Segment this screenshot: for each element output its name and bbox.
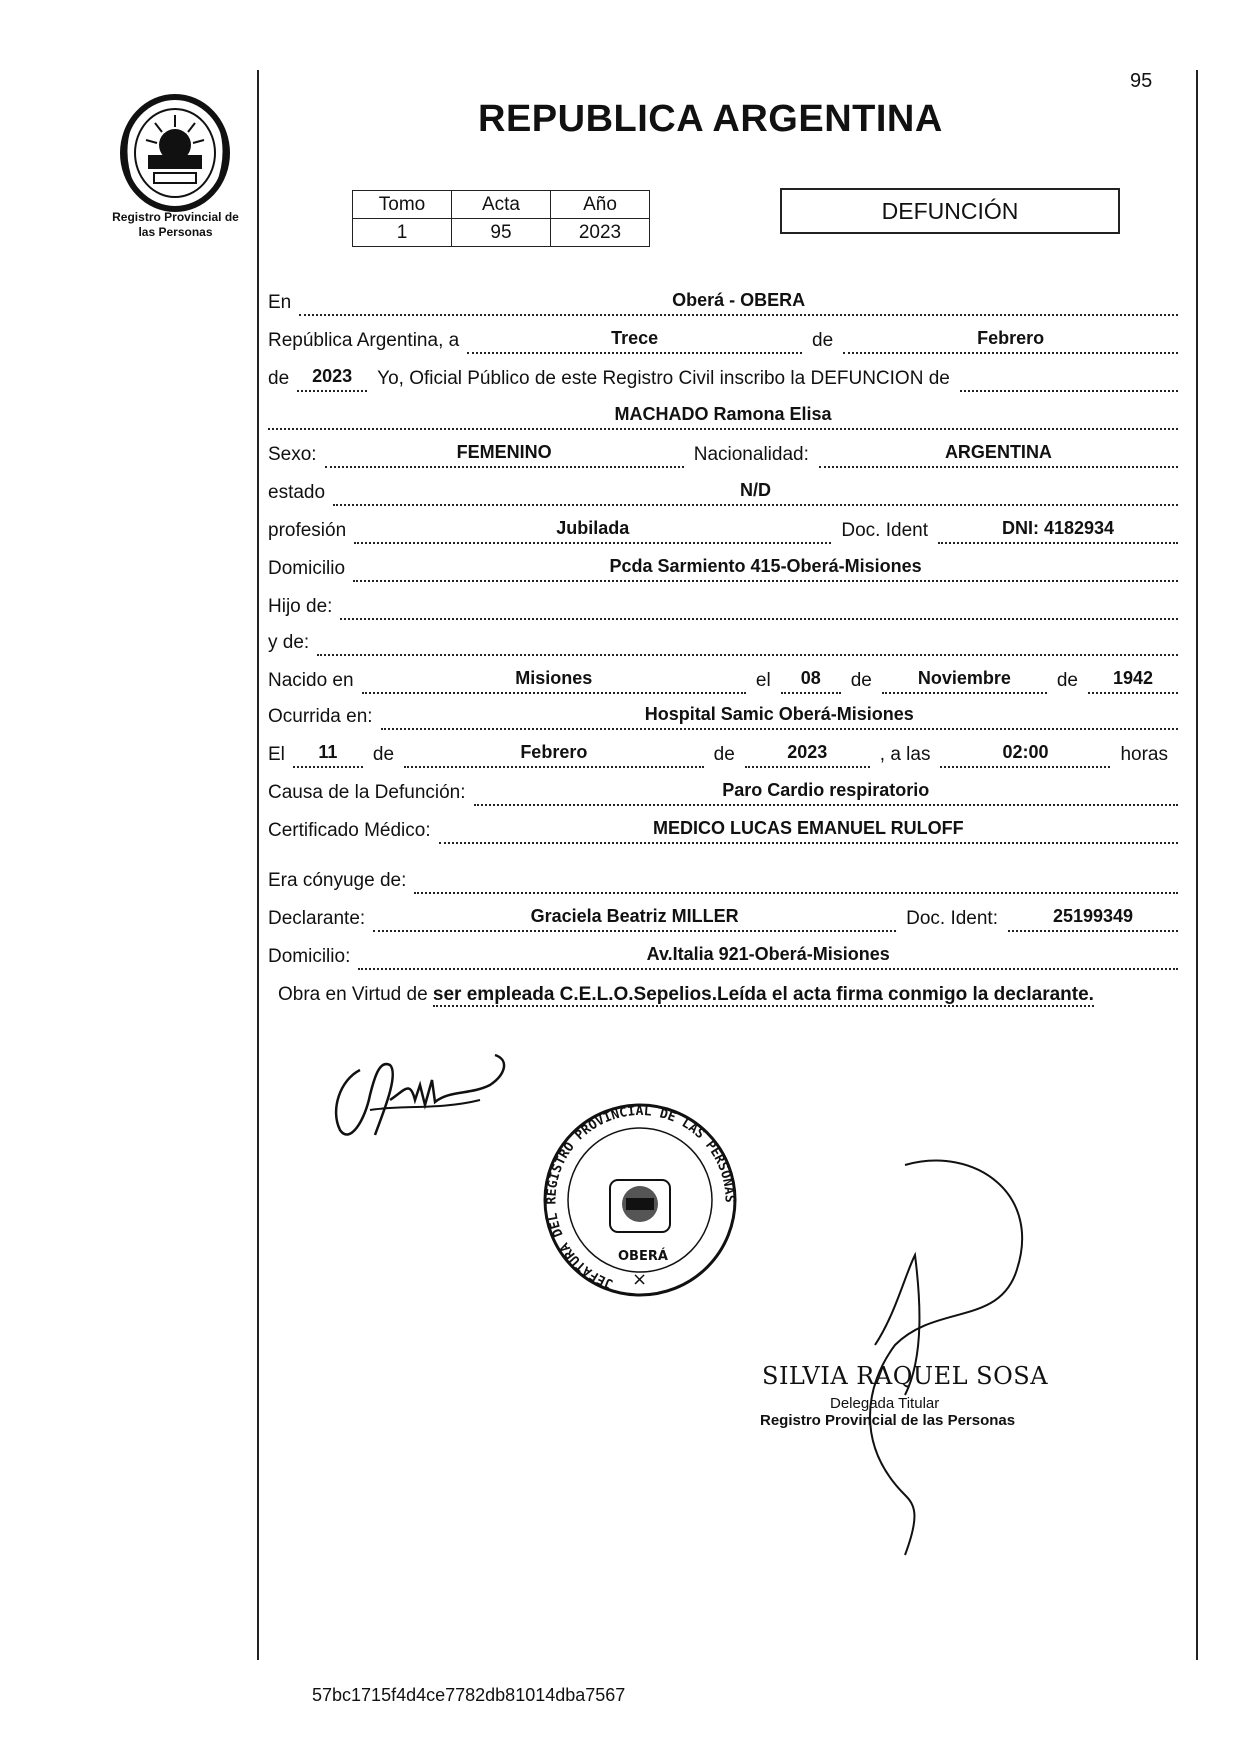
estado-value: N/D <box>333 480 1178 506</box>
month: Febrero <box>843 328 1178 354</box>
official-role: Delegada Titular <box>830 1395 940 1412</box>
row-death-date <box>268 734 1178 768</box>
acta-header: Acta <box>452 191 551 219</box>
conyuge-label: Era cónyuge de: <box>268 870 407 891</box>
doc-ident-label: Doc. Ident <box>841 520 928 541</box>
svg-text:×: × <box>632 1269 648 1290</box>
de-label: de <box>812 330 834 351</box>
causa-value: Paro Cardio respiratorio <box>474 780 1178 806</box>
doc-ident-value: DNI: 4182934 <box>938 518 1178 544</box>
registry-stamp <box>540 1100 740 1315</box>
provincial-seal-logo <box>110 85 240 215</box>
logo-caption: Registro Provincial de las Personas <box>112 210 239 239</box>
de3-label: de <box>1056 670 1078 691</box>
document-title: REPUBLICA ARGENTINA <box>478 98 943 140</box>
row-conyuge <box>268 860 1178 894</box>
de5-label: de <box>713 744 735 765</box>
death-time: 02:00 <box>940 742 1110 768</box>
anio-header: Año <box>551 191 650 219</box>
birth-month: Noviembre <box>882 668 1047 694</box>
row-causa <box>268 772 1178 806</box>
row-declarante <box>268 898 1178 932</box>
tomo-value: 1 <box>353 219 452 247</box>
acta-value: 95 <box>452 219 551 247</box>
row-inscribo <box>268 358 1178 392</box>
year-prefix: de <box>268 368 290 389</box>
profesion-label: profesión <box>268 520 347 541</box>
hijo-label: Hijo de: <box>268 596 333 617</box>
certificado-value: MEDICO LUCAS EMANUEL RULOFF <box>439 818 1178 844</box>
document-hash: 57bc1715f4d4ce7782db81014dba7567 <box>312 1685 626 1705</box>
declarant-signature <box>320 1040 520 1155</box>
death-month: Febrero <box>404 742 704 768</box>
nacido-label: Nacido en <box>268 670 354 691</box>
alas-label: , a las <box>879 744 931 765</box>
row-yde <box>268 622 1178 656</box>
nacionalidad-value: ARGENTINA <box>819 442 1178 468</box>
decl-dom-label: Domicilio: <box>268 946 351 967</box>
sexo-label: Sexo: <box>268 444 317 465</box>
year: 2023 <box>297 366 367 392</box>
estado-label: estado <box>268 482 326 503</box>
obra-text: ser empleada C.E.L.O.Sepelios.Leída el acta firma conmigo la declarante. <box>432 984 1094 1005</box>
de4-label: de <box>372 744 395 765</box>
row-decl-domicilio <box>268 936 1178 970</box>
decl-dom-value: Av.Italia 921-Oberá-Misiones <box>358 944 1178 970</box>
birth-year: 1942 <box>1088 668 1178 694</box>
obra-prefix: Obra en Virtud de <box>278 984 428 1005</box>
tomo-header: Tomo <box>353 191 452 219</box>
day-words: Trece <box>467 328 802 354</box>
row-ocurrida <box>268 696 1178 730</box>
official-registry: Registro Provincial de las Personas <box>760 1412 1016 1429</box>
en-value: Oberá - OBERA <box>299 290 1178 316</box>
decl-doc-value: 25199349 <box>1008 906 1178 932</box>
row-nacido <box>268 660 1178 694</box>
row-profesion <box>268 510 1178 544</box>
horas-label: horas <box>1120 744 1168 765</box>
row-domicilio <box>268 548 1178 582</box>
row-en <box>268 282 1178 316</box>
nacido-place: Misiones <box>362 668 746 694</box>
nacionalidad-label: Nacionalidad: <box>693 444 809 465</box>
row-estado <box>268 472 1178 506</box>
republica-label: República Argentina, a <box>268 330 460 351</box>
causa-label: Causa de la Defunción: <box>268 782 466 803</box>
de2-label: de <box>850 670 872 691</box>
yde-label: y de: <box>268 632 310 653</box>
sexo-value: FEMENINO <box>325 442 684 468</box>
obra-paragraph <box>278 978 1178 1012</box>
death-year: 2023 <box>745 742 870 768</box>
certificado-label: Certificado Médico: <box>268 820 431 841</box>
left-margin-line <box>257 70 259 1660</box>
row-hijo <box>268 586 1178 620</box>
row-deceased <box>268 396 1178 430</box>
inscribo-filler <box>960 366 1178 392</box>
row-certificado <box>268 810 1178 844</box>
yde-value <box>317 630 1178 656</box>
deceased-name: MACHADO Ramona Elisa <box>268 404 1178 430</box>
el-label: el <box>755 670 771 691</box>
row-sexo <box>268 434 1178 468</box>
official-name: SILVIA RAQUEL SOSA <box>762 1362 1049 1390</box>
inscribo-text: Yo, Oficial Público de este Registro Civil inscribo la DEFUNCION de <box>377 368 950 389</box>
page-number: 95 <box>1130 70 1153 92</box>
domicilio-value: Pcda Sarmiento 415-Oberá-Misiones <box>353 556 1178 582</box>
birth-day: 08 <box>781 668 841 694</box>
ocurrida-value: Hospital Samic Oberá-Misiones <box>381 704 1178 730</box>
declarante-value: Graciela Beatriz MILLER <box>373 906 896 932</box>
conyuge-value <box>414 868 1178 894</box>
en-label: En <box>268 292 292 313</box>
profesion-value: Jubilada <box>354 518 831 544</box>
document-type-box: DEFUNCIÓN <box>780 188 1120 234</box>
death-day: 11 <box>293 742 363 768</box>
ocurrida-label: Ocurrida en: <box>268 706 373 727</box>
svg-text:OBERÁ: OBERÁ <box>618 1249 668 1264</box>
register-table <box>352 190 650 247</box>
right-margin-line <box>1196 70 1198 1660</box>
declarante-label: Declarante: <box>268 908 366 929</box>
hijo-value <box>340 594 1178 620</box>
El-label: El <box>268 744 285 765</box>
decl-doc-label: Doc. Ident: <box>906 908 998 929</box>
domicilio-label: Domicilio <box>268 558 346 579</box>
anio-value: 2023 <box>551 219 650 247</box>
row-date <box>268 320 1178 354</box>
svg-text:JEFATURA DEL REGISTRO PROVINCI: JEFATURA DEL REGISTRO PROVINCIAL DE LAS PERSONAS <box>544 1103 737 1292</box>
